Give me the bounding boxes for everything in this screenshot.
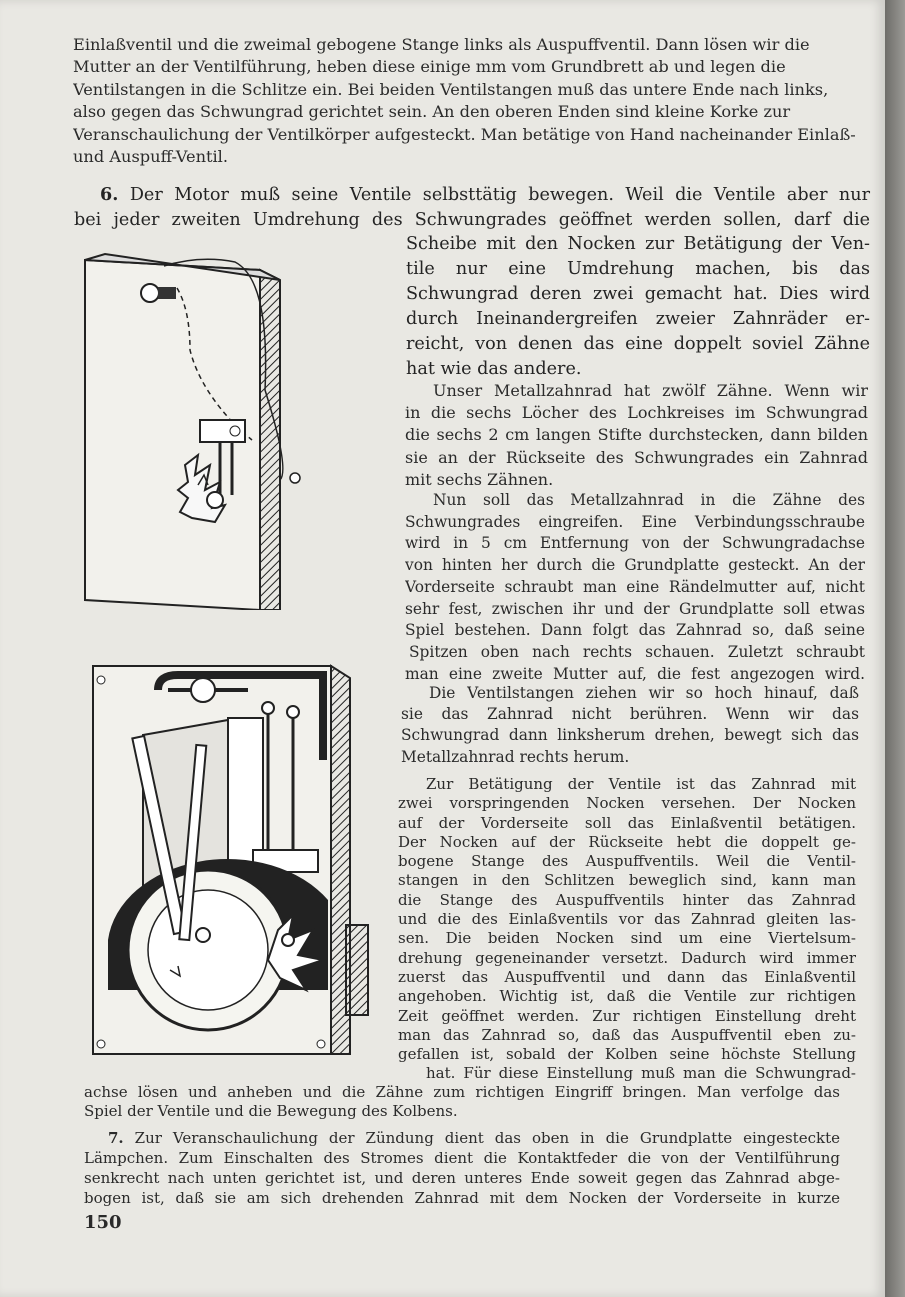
text-line: wird in 5 cm Entfernung von der Schwungradachse xyxy=(405,534,865,553)
text-line: auf der Vorderseite soll das Einlaßventil betätigen. xyxy=(398,813,856,832)
text-line: bei jeder zweiten Umdrehung des Schwungrades geöffnet werden sollen, darf die xyxy=(74,210,870,230)
text-line: Der Motor muß seine Ventile selbsttätig bewegen. Weil die Ventile aber nur xyxy=(129,185,871,205)
text-line: Vorderseite schraubt man eine Rändelmutter auf, nicht xyxy=(405,577,865,596)
text-line: mit sechs Zähnen. xyxy=(405,469,554,489)
page-edge-shadow xyxy=(885,0,905,1297)
text-line: von hinten her durch die Grundplatte gesteckt. An der xyxy=(405,556,865,575)
text-line: stangen in den Schlitzen beweglich sind, kann man xyxy=(398,871,856,890)
text-line: achse lösen und anheben und die Zähne zum richtigen Eingriff bringen. Man verfolge das xyxy=(84,1083,840,1101)
text-line: sehr fest, zwischen ihr und der Grundplatte soll etwas xyxy=(405,599,865,618)
text-line: sie das Zahnrad nicht berühren. Wenn wir das xyxy=(401,705,859,724)
text-line: Unser Metallzahnrad hat zwölf Zähne. Wenn wir xyxy=(433,381,868,400)
text-line: Schwungrad deren zwei gemacht hat. Dies wird xyxy=(406,284,870,304)
text-line: man eine zweite Mutter auf, die fest angezogen wird. xyxy=(405,664,865,683)
text-line: Spiel bestehen. Dann folgt das Zahnrad so, daß seine xyxy=(405,621,865,640)
text-line: Nun soll das Metallzahnrad in die Zähne des xyxy=(433,491,865,509)
text-line: Lämpchen. Zum Einschalten des Stromes dient die Kontaktfeder die von der Ventilführung xyxy=(84,1149,840,1167)
text-line: und die des Einlaßventils vor das Zahnrad gleiten las- xyxy=(398,910,856,929)
text-line: und Auspuff-Ventil. xyxy=(73,147,228,167)
paragraph-intro xyxy=(73,34,871,168)
page-number: 150 xyxy=(84,1212,122,1233)
paragraph-zahnrad xyxy=(405,380,868,491)
section-6-side-text xyxy=(406,232,870,382)
text-line: Die Ventilstangen ziehen wir so hoch hinauf, daß xyxy=(429,684,859,702)
text-line: bogen ist, daß sie am sich drehenden Zahnrad mit dem Nocken der Vorderseite in kurze xyxy=(84,1189,840,1207)
text-line: Spitzen oben nach rechts schauen. Zuletzt schraubt xyxy=(409,642,865,661)
text-line: zwei vorspringenden Nocken versehen. Der Nocken xyxy=(398,794,856,813)
paragraph-betaetigung-end xyxy=(84,1083,840,1121)
text-line: Scheibe mit den Nocken zur Betätigung der Ven- xyxy=(406,234,870,254)
text-line: Einlaßventil und die zweimal gebogene Stange links als Auspuffventil. Dann lösen wir die xyxy=(73,35,810,54)
text-line: also gegen das Schwungrad gerichtet sein. An den oberen Enden sind kleine Korke zur xyxy=(73,102,791,122)
text-line: man das Zahnrad so, daß das Auspuffventil eben zu- xyxy=(398,1025,856,1044)
text-line: Schwungrad dann linksherum drehen, bewegt sich das xyxy=(401,726,859,745)
text-line: Der Nocken auf der Rückseite hebt die doppelt ge- xyxy=(398,832,856,851)
text-line: Spiel der Ventile und die Bewegung des Kolbens. xyxy=(84,1102,458,1120)
text-line: angehoben. Wichtig ist, daß die Ventile zur richtigen xyxy=(398,987,856,1006)
text-line: zuerst das Auspuffventil und dann das Einlaßventil xyxy=(398,967,856,986)
text-line: gefallen ist, sobald der Kolben seine höchste Stellung xyxy=(398,1045,856,1064)
text-line: in die sechs Löcher des Lochkreises im Schwungrad xyxy=(405,403,868,423)
section-6-intro xyxy=(74,182,870,233)
figure-lamp-board xyxy=(80,250,310,610)
text-line: hat wie das andere. xyxy=(406,359,582,379)
section-7 xyxy=(84,1128,840,1208)
text-line: Ventilstangen in die Schlitze ein. Bei beiden Ventilstangen muß das untere Ende nach links, xyxy=(73,79,829,99)
text-line: Mutter an der Ventilführung, heben diese einige mm vom Grundbrett ab und legen die xyxy=(73,57,786,77)
paragraph-ventilstangen xyxy=(401,683,859,768)
text-line: Veranschaulichung der Ventilkörper aufgesteckt. Man betätige von Hand nacheinander Einlaß- xyxy=(73,124,856,144)
text-line: senkrecht nach unten gerichtet ist, und deren unteres Ende soweit gegen das Zahnrad abge- xyxy=(84,1169,840,1187)
text-line: durch Ineinandergreifen zweier Zahnräder er- xyxy=(406,309,870,329)
text-line: drehung gegeneinander versetzt. Dadurch wird immer xyxy=(398,948,856,967)
text-line: Zeit geöffnet werden. Zur richtigen Einstellung dreht xyxy=(398,1006,856,1025)
text-line: Zur Veranschaulichung der Zündung dient das oben in die Grundplatte eingesteckte xyxy=(134,1129,840,1147)
text-line: sen. Die beiden Nocken sind um eine Viertelsum- xyxy=(398,929,856,948)
text-line: reicht, von denen das eine doppelt soviel Zähne xyxy=(406,334,870,354)
text-line: Zur Betätigung der Ventile ist das Zahnrad mit xyxy=(426,775,856,793)
text-line: tile nur eine Umdrehung machen, bis das xyxy=(406,259,870,279)
paragraph-nun xyxy=(405,490,865,685)
text-line: bogene Stange des Auspuffventils. Weil die Ventil- xyxy=(398,852,856,871)
text-line: die Stange des Auspuffventils hinter das Zahnrad xyxy=(398,890,856,909)
text-line: hat. Für diese Einstellung muß man die Schwungrad- xyxy=(426,1064,856,1083)
text-line: sie an der Rückseite des Schwungrades ein Zahnrad xyxy=(405,447,868,467)
section-number: 7. xyxy=(108,1129,124,1147)
section-number: 6. xyxy=(100,184,119,205)
text-line: die sechs 2 cm langen Stifte durchstecken, dann bilden xyxy=(405,425,868,445)
text-line: Metallzahnrad rechts herum. xyxy=(401,747,630,766)
text-line: Schwungrades eingreifen. Eine Verbindungsschraube xyxy=(405,512,865,531)
paragraph-betaetigung xyxy=(398,775,856,1084)
figure-gear-mechanism xyxy=(88,660,388,1060)
